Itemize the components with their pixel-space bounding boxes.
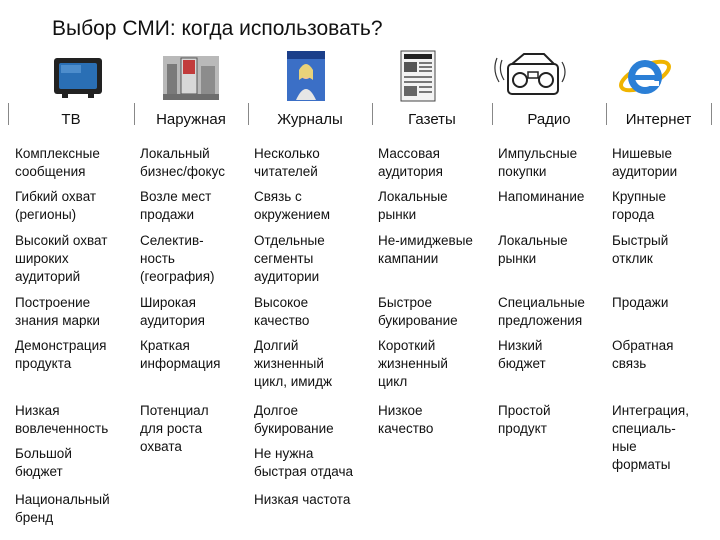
- table-cell: Локальные рынки: [498, 233, 568, 266]
- table-cell: Массовая аудитория: [378, 146, 443, 179]
- table-cell: Селектив- ность (география): [140, 233, 215, 284]
- table-cell: Напоминание: [498, 189, 585, 204]
- table-cell: Краткая информация: [140, 338, 221, 371]
- table-cell: Не нужна быстрая отдача: [254, 446, 354, 479]
- table-cell: Локальный бизнес/фокус: [140, 146, 225, 179]
- magazine-icon: [286, 50, 326, 102]
- table-cell: Связь с окружением: [254, 189, 330, 222]
- header-tv: ТВ: [61, 111, 81, 128]
- header-radio: Радио: [527, 111, 571, 128]
- table-cell: Демонстрация продукта: [15, 338, 107, 371]
- header-magazines: Журналы: [277, 111, 343, 128]
- table-cell: Долгий жизненный цикл, имидж: [254, 338, 332, 389]
- header-newspapers: Газеты: [408, 111, 456, 128]
- table-cell: Низкое качество: [378, 403, 434, 436]
- table-cell: Большой бюджет: [15, 446, 72, 479]
- table-cell: Специальные предложения: [498, 295, 585, 328]
- table-cell: Потенциал для роста охвата: [140, 403, 209, 454]
- table-cell: Обратная связь: [612, 338, 674, 371]
- table-cell: Высокий охват широких аудиторий: [15, 233, 108, 284]
- table-cell: Комплексные сообщения: [15, 146, 100, 179]
- table-cell: Интеграция, специаль- ные форматы: [612, 403, 689, 472]
- table-cell: Не-имиджевые кампании: [378, 233, 473, 266]
- table-cell: Построение знания марки: [15, 295, 100, 328]
- table-cell: Низкая вовлеченность: [15, 403, 109, 436]
- table-cell: Локальные рынки: [378, 189, 448, 222]
- header-internet: Интернет: [625, 111, 692, 128]
- table-cell: Быстрое букирование: [378, 295, 458, 328]
- table-cell: Простой продукт: [498, 403, 551, 436]
- page-title: Выбор СМИ: когда использовать?: [52, 17, 383, 40]
- table-cell: Возле мест продажи: [140, 189, 212, 222]
- table-cell: Высокое качество: [254, 295, 310, 328]
- newspaper-icon: [400, 50, 436, 102]
- table-cell: Быстрый отклик: [612, 233, 669, 266]
- table-cell: Долгое букирование: [254, 403, 334, 436]
- billboard-icon: [163, 50, 219, 102]
- tv-icon: [52, 50, 104, 102]
- table-cell: Нишевые аудитории: [612, 146, 678, 179]
- table-cell: Гибкий охват (регионы): [15, 189, 97, 222]
- table-cell: Низкий бюджет: [498, 338, 546, 371]
- table-cell: Продажи: [612, 295, 669, 310]
- column-divider: [711, 103, 712, 125]
- table-cell: Низкая частота: [254, 492, 351, 507]
- header-outdoor: Наружная: [156, 111, 226, 128]
- table-cell: Несколько читателей: [254, 146, 320, 179]
- table-cell: Широкая аудитория: [140, 295, 205, 328]
- table-cell: Крупные города: [612, 189, 666, 222]
- table-cell: Импульсные покупки: [498, 146, 578, 179]
- table-cell: Короткий жизненный цикл: [378, 338, 448, 389]
- table-cell: Национальный бренд: [15, 492, 110, 525]
- radio-icon: [494, 50, 570, 102]
- internet-explorer-icon: [617, 50, 673, 102]
- table-cell: Отдельные сегменты аудитории: [254, 233, 325, 284]
